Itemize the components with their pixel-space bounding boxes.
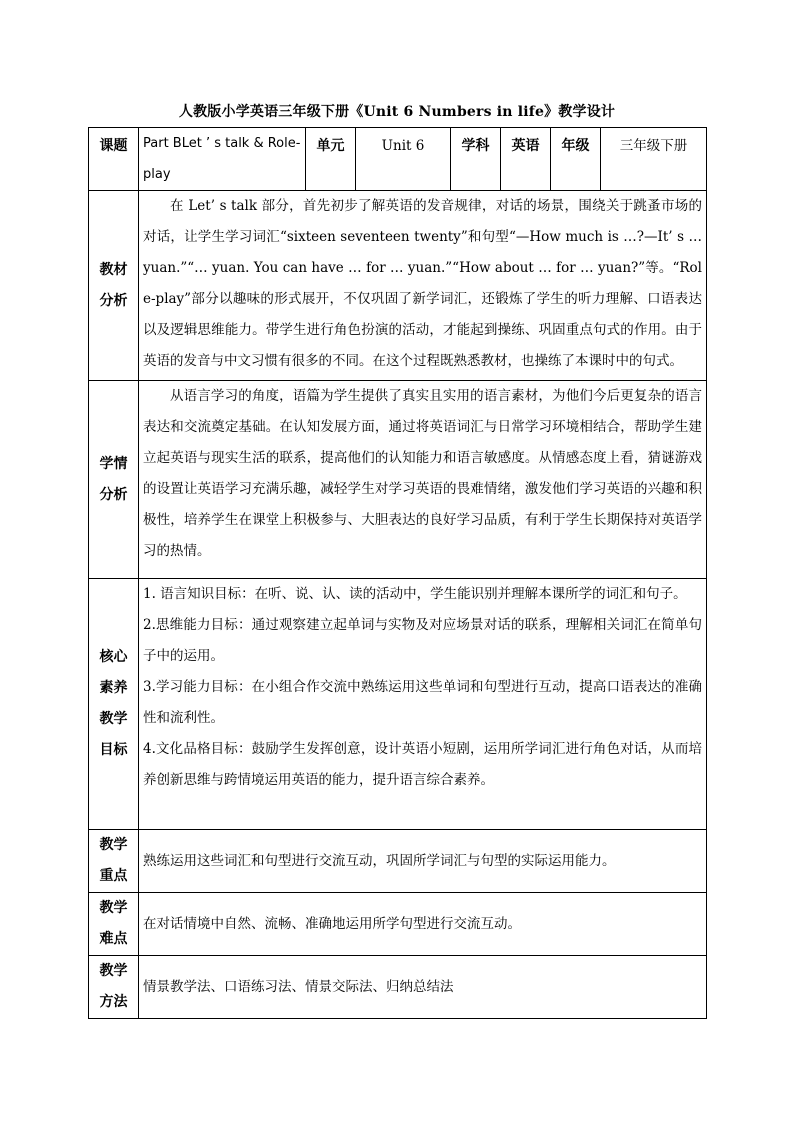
label-line: 目标 (99, 742, 128, 758)
core-goals-text (139, 579, 707, 830)
label-line: 核心 (99, 649, 128, 665)
methods-row (89, 956, 707, 1019)
lesson-plan-table (88, 127, 707, 1019)
label-line: 分析 (99, 292, 128, 309)
label-line: 教学 (99, 963, 128, 979)
goal-item: 4.文化品格目标：鼓励学生发挥创意，设计英语小短剧，运用所学词汇进行角色对话，从而培养创新思维与跨情境运用英语的能力，提升语言综合素养。 (143, 741, 702, 788)
goal-item: 3.学习能力目标：在小组合作交流中熟练运用这些单词和句型进行互动，提高口语表达的准确性和流利性。 (143, 679, 702, 726)
label-line: 教材 (99, 261, 128, 278)
methods-text: 情景教学法、口语练习法、情景交际法、归纳总结法 (139, 956, 707, 1019)
unit-value: Unit 6 (356, 128, 451, 191)
difficulties-label (89, 893, 139, 956)
document-title: 人教版小学英语三年级下册《Unit 6 Numbers in life》教学设计 (178, 104, 616, 120)
label-line: 分析 (99, 486, 128, 503)
topic-value: Part BLet ’ s talk & Role-play (139, 128, 306, 191)
grade-label: 年级 (551, 128, 601, 191)
label-line: 学情 (99, 455, 128, 472)
goal-item: 2.思维能力目标：通过观察建立起单词与实物及对应场景对话的联系，理解相关词汇在简单句子中的运用。 (143, 617, 702, 664)
key-points-text: 熟练运用这些词汇和句型进行交流互动，巩固所学词汇与句型的实际运用能力。 (139, 830, 707, 893)
subject-label: 学科 (451, 128, 501, 191)
key-points-row (89, 830, 707, 893)
label-line: 重点 (99, 868, 128, 884)
subject-value: 英语 (501, 128, 551, 191)
difficulties-text: 在对话情境中自然、流畅、准确地运用所学句型进行交流互动。 (139, 893, 707, 956)
difficulties-row (89, 893, 707, 956)
label-line: 教学 (99, 837, 128, 853)
student-analysis-label (89, 381, 139, 579)
methods-label (89, 956, 139, 1019)
grade-value: 三年级下册 (601, 128, 707, 191)
label-line: 方法 (99, 994, 128, 1010)
label-line: 教学 (99, 711, 128, 727)
key-points-label (89, 830, 139, 893)
label-line: 素养 (99, 680, 128, 696)
header-row (89, 128, 707, 191)
material-analysis-label (89, 191, 139, 381)
student-analysis-text: 从语言学习的角度，语篇为学生提供了真实且实用的语言素材，为他们今后更复杂的语言表达和交流奠定基础。在认知发展方面，通过将英语词汇与日常学习环境相结合，帮助学生建立起英语与现实生活的联系，提高他们的认知能力和语言敏感度。从情感态度上看，猜谜游戏的设置让英语学习充满乐趣，减轻学生对学习英语的畏难情绪，激发他们学习英语的兴趣和积极性，培养学生在课堂上积极参与、大胆表达的良好学习品质，有利于学生长期保持对英语学习的热情。 (139, 381, 707, 579)
material-analysis-row (89, 191, 707, 381)
material-analysis-text: 在 Let’ s talk 部分，首先初步了解英语的发音规律，对话的场景，围绕关于跳蚤市场的对话，让学生学习词汇“sixteen seventeen twenty”和句型“—How much is …?—It’ s … yuan.”“… yuan. You can have … for … yuan.”“How about … for … yuan?”等。“Role-play”部分以趣味的形式展开，不仅巩固了新学词汇，还锻炼了学生的听力理解、口语表达以及逻辑思维能力。带学生进行角色扮演的活动，才能起到操练、巩固重点句式的作用。由于英语的发音与中文习惯有很多的不同。在这个过程既熟悉教材，也操练了本课时中的句式。 (139, 191, 707, 381)
core-goals-label (89, 579, 139, 830)
student-analysis-row (89, 381, 707, 579)
label-line: 教学 (99, 900, 128, 916)
unit-label: 单元 (306, 128, 356, 191)
goal-item: 1. 语言知识目标：在听、说、认、读的活动中，学生能识别并理解本课所学的词汇和句子。 (143, 586, 687, 602)
topic-label: 课题 (89, 128, 139, 191)
core-goals-row (89, 579, 707, 830)
label-line: 难点 (99, 931, 128, 947)
